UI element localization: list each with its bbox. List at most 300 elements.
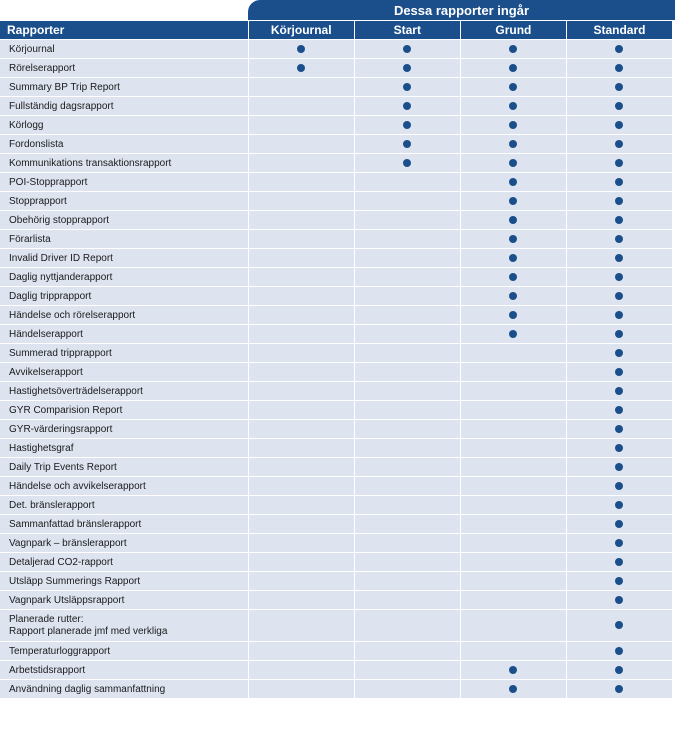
- inclusion-cell: [354, 553, 460, 572]
- inclusion-cell: [354, 287, 460, 306]
- inclusion-cell: [460, 287, 566, 306]
- inclusion-cell: [248, 591, 354, 610]
- inclusion-cell: [566, 680, 672, 699]
- table-row: [0, 249, 673, 268]
- inclusion-cell: [248, 439, 354, 458]
- inclusion-cell: [460, 40, 566, 59]
- inclusion-cell: [566, 192, 672, 211]
- table-row: [0, 230, 673, 249]
- inclusion-cell: [248, 553, 354, 572]
- included-dot-icon: [297, 45, 305, 53]
- inclusion-cell: [248, 325, 354, 344]
- report-name: [0, 610, 248, 642]
- report-name-text: Fordonslista: [9, 138, 64, 150]
- table-row: [0, 642, 673, 661]
- inclusion-cell: [566, 382, 672, 401]
- inclusion-cell: [460, 496, 566, 515]
- column-header-korjournal: Körjournal: [248, 21, 354, 40]
- inclusion-cell: [354, 97, 460, 116]
- inclusion-cell: [354, 642, 460, 661]
- report-name-text: Händelse och rörelserapport: [9, 309, 136, 321]
- table-row: [0, 363, 673, 382]
- inclusion-cell: [566, 59, 672, 78]
- included-dot-icon: [615, 254, 623, 262]
- report-name: [0, 661, 248, 680]
- inclusion-cell: [460, 135, 566, 154]
- table-row: [0, 496, 673, 515]
- report-name: [0, 439, 248, 458]
- report-name: [0, 680, 248, 699]
- included-dot-icon: [615, 349, 623, 357]
- report-name-text: Händelse och avvikelserapport: [9, 480, 146, 492]
- report-name: [0, 173, 248, 192]
- table-row: [0, 610, 673, 642]
- included-dot-icon: [615, 197, 623, 205]
- table-row: [0, 268, 673, 287]
- inclusion-cell: [566, 496, 672, 515]
- inclusion-cell: [566, 534, 672, 553]
- inclusion-cell: [248, 59, 354, 78]
- report-name-text: Invalid Driver ID Report: [9, 252, 113, 264]
- included-dot-icon: [615, 520, 623, 528]
- inclusion-cell: [566, 97, 672, 116]
- report-name-text: GYR Comparision Report: [9, 404, 123, 416]
- inclusion-cell: [566, 306, 672, 325]
- inclusion-cell: [354, 420, 460, 439]
- report-name: [0, 325, 248, 344]
- included-dot-icon: [403, 121, 411, 129]
- report-name-text: POI-Stopprapport: [9, 176, 88, 188]
- included-dot-icon: [615, 666, 623, 674]
- report-name-text: Obehörig stopprapport: [9, 214, 110, 226]
- included-dot-icon: [615, 387, 623, 395]
- included-dot-icon: [615, 273, 623, 281]
- report-name-text: GYR-värderingsrapport: [9, 423, 113, 435]
- included-dot-icon: [615, 463, 623, 471]
- inclusion-cell: [566, 553, 672, 572]
- inclusion-cell: [566, 211, 672, 230]
- included-dot-icon: [509, 121, 517, 129]
- inclusion-cell: [566, 173, 672, 192]
- report-name: [0, 249, 248, 268]
- inclusion-cell: [460, 192, 566, 211]
- inclusion-cell: [354, 135, 460, 154]
- included-dot-icon: [403, 64, 411, 72]
- included-dot-icon: [615, 577, 623, 585]
- inclusion-cell: [566, 477, 672, 496]
- report-name-text: Hastighetsöverträdelserapport: [9, 385, 143, 397]
- table-row: [0, 534, 673, 553]
- included-dot-icon: [509, 311, 517, 319]
- inclusion-cell: [566, 591, 672, 610]
- report-name-text: Daily Trip Events Report: [9, 461, 117, 473]
- inclusion-cell: [248, 211, 354, 230]
- inclusion-cell: [354, 344, 460, 363]
- table-row: [0, 477, 673, 496]
- inclusion-cell: [248, 477, 354, 496]
- inclusion-cell: [566, 116, 672, 135]
- inclusion-cell: [248, 287, 354, 306]
- table-row: [0, 192, 673, 211]
- inclusion-cell: [460, 268, 566, 287]
- report-name-text: Utsläpp Summerings Rapport: [9, 575, 141, 587]
- report-name: [0, 287, 248, 306]
- inclusion-cell: [566, 363, 672, 382]
- included-dot-icon: [403, 102, 411, 110]
- included-dot-icon: [509, 216, 517, 224]
- included-dot-icon: [509, 159, 517, 167]
- inclusion-cell: [566, 268, 672, 287]
- report-name: [0, 59, 248, 78]
- report-name: [0, 154, 248, 173]
- included-dot-icon: [509, 273, 517, 281]
- inclusion-cell: [248, 382, 354, 401]
- table-row: [0, 154, 673, 173]
- inclusion-cell: [354, 211, 460, 230]
- included-dot-icon: [403, 140, 411, 148]
- inclusion-cell: [460, 534, 566, 553]
- inclusion-cell: [354, 661, 460, 680]
- inclusion-cell: [566, 642, 672, 661]
- report-name-text: Detaljerad CO2-rapport: [9, 556, 113, 568]
- inclusion-cell: [248, 610, 354, 642]
- included-dot-icon: [509, 140, 517, 148]
- report-name-text: Summary BP Trip Report: [9, 81, 120, 93]
- inclusion-cell: [566, 325, 672, 344]
- report-name: [0, 230, 248, 249]
- included-dot-icon: [615, 558, 623, 566]
- report-name: [0, 515, 248, 534]
- column-header-row: [0, 21, 673, 40]
- column-header-rapporter: Rapporter: [0, 21, 248, 40]
- report-name-text: Daglig tripprapport: [9, 290, 92, 302]
- included-dot-icon: [615, 216, 623, 224]
- included-dot-icon: [509, 254, 517, 262]
- inclusion-cell: [460, 642, 566, 661]
- report-name: [0, 382, 248, 401]
- inclusion-cell: [460, 230, 566, 249]
- report-name: [0, 78, 248, 97]
- report-name: [0, 363, 248, 382]
- inclusion-cell: [354, 78, 460, 97]
- inclusion-cell: [354, 401, 460, 420]
- inclusion-cell: [460, 173, 566, 192]
- included-reports-header: Dessa rapporter ingår: [248, 0, 675, 20]
- table-row: [0, 420, 673, 439]
- included-dot-icon: [615, 311, 623, 319]
- table-row: [0, 78, 673, 97]
- report-name-text: Händelserapport: [9, 328, 83, 340]
- inclusion-cell: [248, 40, 354, 59]
- inclusion-cell: [566, 420, 672, 439]
- inclusion-cell: [566, 401, 672, 420]
- column-header-grund: Grund: [460, 21, 566, 40]
- inclusion-cell: [354, 515, 460, 534]
- inclusion-cell: [460, 78, 566, 97]
- inclusion-cell: [354, 59, 460, 78]
- inclusion-cell: [460, 661, 566, 680]
- inclusion-cell: [460, 515, 566, 534]
- included-dot-icon: [615, 482, 623, 490]
- report-name: [0, 420, 248, 439]
- inclusion-cell: [566, 344, 672, 363]
- report-name-text: Temperaturloggrapport: [9, 645, 111, 657]
- report-name: [0, 306, 248, 325]
- report-name: [0, 192, 248, 211]
- included-dot-icon: [615, 121, 623, 129]
- inclusion-cell: [566, 287, 672, 306]
- report-name: [0, 642, 248, 661]
- report-name: [0, 496, 248, 515]
- inclusion-cell: [248, 97, 354, 116]
- report-name-text: Daglig nyttjanderapport: [9, 271, 113, 283]
- inclusion-cell: [566, 661, 672, 680]
- report-name-text: Planerade rutter:: [9, 613, 84, 625]
- report-name: [0, 591, 248, 610]
- included-dot-icon: [615, 102, 623, 110]
- inclusion-cell: [248, 680, 354, 699]
- report-name: [0, 344, 248, 363]
- inclusion-cell: [354, 325, 460, 344]
- included-dot-icon: [615, 621, 623, 629]
- report-name-text-line2: Rapport planerade jmf med verkliga: [9, 625, 168, 637]
- inclusion-cell: [248, 116, 354, 135]
- inclusion-cell: [354, 610, 460, 642]
- inclusion-cell: [460, 116, 566, 135]
- table-row: [0, 325, 673, 344]
- inclusion-cell: [248, 401, 354, 420]
- included-dot-icon: [403, 159, 411, 167]
- inclusion-cell: [354, 40, 460, 59]
- included-dot-icon: [509, 666, 517, 674]
- inclusion-cell: [566, 439, 672, 458]
- included-dot-icon: [615, 444, 623, 452]
- included-dot-icon: [615, 159, 623, 167]
- inclusion-cell: [354, 268, 460, 287]
- inclusion-cell: [248, 363, 354, 382]
- inclusion-cell: [460, 572, 566, 591]
- table-row: [0, 382, 673, 401]
- included-dot-icon: [509, 83, 517, 91]
- inclusion-cell: [354, 680, 460, 699]
- table-row: [0, 40, 673, 59]
- table-row: [0, 680, 673, 699]
- inclusion-cell: [248, 572, 354, 591]
- report-name: [0, 534, 248, 553]
- inclusion-cell: [248, 135, 354, 154]
- report-name-text: Körjournal: [9, 43, 55, 55]
- inclusion-cell: [248, 458, 354, 477]
- inclusion-cell: [248, 268, 354, 287]
- inclusion-cell: [460, 363, 566, 382]
- inclusion-cell: [354, 591, 460, 610]
- included-dot-icon: [297, 64, 305, 72]
- inclusion-cell: [566, 458, 672, 477]
- column-header-standard: Standard: [566, 21, 672, 40]
- table-row: [0, 97, 673, 116]
- report-name: [0, 572, 248, 591]
- inclusion-cell: [460, 610, 566, 642]
- inclusion-cell: [460, 553, 566, 572]
- included-dot-icon: [403, 83, 411, 91]
- reports-table: [0, 20, 673, 699]
- table-row: [0, 287, 673, 306]
- included-dot-icon: [615, 45, 623, 53]
- report-name: [0, 97, 248, 116]
- inclusion-cell: [354, 439, 460, 458]
- table-row: [0, 211, 673, 230]
- inclusion-cell: [248, 534, 354, 553]
- inclusion-cell: [460, 382, 566, 401]
- inclusion-cell: [354, 534, 460, 553]
- table-row: [0, 306, 673, 325]
- report-name-text: Arbetstidsrapport: [9, 664, 86, 676]
- inclusion-cell: [248, 642, 354, 661]
- inclusion-cell: [248, 344, 354, 363]
- included-dot-icon: [615, 140, 623, 148]
- inclusion-cell: [566, 78, 672, 97]
- inclusion-cell: [460, 154, 566, 173]
- inclusion-cell: [460, 325, 566, 344]
- report-name-text: Förarlista: [9, 233, 51, 245]
- report-name-text: Stopprapport: [9, 195, 67, 207]
- included-dot-icon: [615, 647, 623, 655]
- inclusion-cell: [460, 680, 566, 699]
- included-dot-icon: [615, 178, 623, 186]
- inclusion-cell: [460, 401, 566, 420]
- inclusion-cell: [248, 661, 354, 680]
- inclusion-cell: [566, 40, 672, 59]
- table-row: [0, 572, 673, 591]
- inclusion-cell: [566, 154, 672, 173]
- included-dot-icon: [615, 368, 623, 376]
- inclusion-cell: [248, 515, 354, 534]
- inclusion-cell: [566, 135, 672, 154]
- included-dot-icon: [615, 596, 623, 604]
- inclusion-cell: [460, 211, 566, 230]
- inclusion-cell: [248, 496, 354, 515]
- inclusion-cell: [460, 591, 566, 610]
- inclusion-cell: [354, 382, 460, 401]
- inclusion-cell: [248, 154, 354, 173]
- report-name-text: Vagnpark – bränslerapport: [9, 537, 127, 549]
- included-dot-icon: [615, 685, 623, 693]
- inclusion-cell: [566, 572, 672, 591]
- inclusion-cell: [566, 610, 672, 642]
- included-dot-icon: [509, 330, 517, 338]
- report-name: [0, 401, 248, 420]
- inclusion-cell: [566, 515, 672, 534]
- included-dot-icon: [615, 330, 623, 338]
- inclusion-cell: [248, 230, 354, 249]
- inclusion-cell: [460, 249, 566, 268]
- table-row: [0, 458, 673, 477]
- included-dot-icon: [509, 102, 517, 110]
- inclusion-cell: [354, 458, 460, 477]
- report-name: [0, 553, 248, 572]
- report-name-text: Körlogg: [9, 119, 44, 131]
- table-row: [0, 116, 673, 135]
- report-name-text: Hastighetsgraf: [9, 442, 74, 454]
- table-row: [0, 439, 673, 458]
- included-dot-icon: [615, 292, 623, 300]
- included-dot-icon: [615, 425, 623, 433]
- report-name-text: Användning daglig sammanfattning: [9, 683, 166, 695]
- inclusion-cell: [354, 249, 460, 268]
- report-name-text: Fullständig dagsrapport: [9, 100, 114, 112]
- table-row: [0, 135, 673, 154]
- report-name-text: Sammanfattad bränslerapport: [9, 518, 142, 530]
- included-dot-icon: [509, 685, 517, 693]
- inclusion-cell: [354, 496, 460, 515]
- inclusion-cell: [460, 458, 566, 477]
- included-dot-icon: [615, 83, 623, 91]
- included-dot-icon: [509, 178, 517, 186]
- report-name: [0, 40, 248, 59]
- inclusion-cell: [248, 78, 354, 97]
- included-dot-icon: [615, 539, 623, 547]
- inclusion-cell: [354, 154, 460, 173]
- inclusion-cell: [248, 173, 354, 192]
- table-row: [0, 401, 673, 420]
- included-dot-icon: [615, 501, 623, 509]
- table-row: [0, 344, 673, 363]
- inclusion-cell: [354, 363, 460, 382]
- report-name: [0, 211, 248, 230]
- report-name-text: Vagnpark Utsläppsrapport: [9, 594, 125, 606]
- report-name-text: Avvikelserapport: [9, 366, 83, 378]
- table-row: [0, 59, 673, 78]
- inclusion-cell: [354, 116, 460, 135]
- inclusion-cell: [354, 192, 460, 211]
- reports-table-body: [0, 40, 673, 699]
- inclusion-cell: [248, 192, 354, 211]
- table-row: [0, 173, 673, 192]
- report-name: [0, 135, 248, 154]
- inclusion-cell: [354, 572, 460, 591]
- inclusion-cell: [566, 230, 672, 249]
- inclusion-cell: [248, 420, 354, 439]
- inclusion-cell: [460, 97, 566, 116]
- included-dot-icon: [509, 64, 517, 72]
- included-dot-icon: [403, 45, 411, 53]
- report-name: [0, 116, 248, 135]
- included-dot-icon: [509, 235, 517, 243]
- included-dot-icon: [615, 406, 623, 414]
- report-name: [0, 268, 248, 287]
- report-name-text: Rörelserapport: [9, 62, 76, 74]
- inclusion-cell: [354, 306, 460, 325]
- included-dot-icon: [615, 235, 623, 243]
- inclusion-cell: [460, 344, 566, 363]
- inclusion-cell: [248, 306, 354, 325]
- inclusion-cell: [354, 173, 460, 192]
- table-row: [0, 553, 673, 572]
- included-dot-icon: [615, 64, 623, 72]
- inclusion-cell: [354, 477, 460, 496]
- included-dot-icon: [509, 45, 517, 53]
- inclusion-cell: [566, 249, 672, 268]
- inclusion-cell: [460, 420, 566, 439]
- column-header-start: Start: [354, 21, 460, 40]
- inclusion-cell: [460, 439, 566, 458]
- inclusion-cell: [248, 249, 354, 268]
- inclusion-cell: [460, 306, 566, 325]
- report-name-text: Summerad tripprapport: [9, 347, 112, 359]
- table-row: [0, 591, 673, 610]
- included-dot-icon: [509, 292, 517, 300]
- inclusion-cell: [460, 477, 566, 496]
